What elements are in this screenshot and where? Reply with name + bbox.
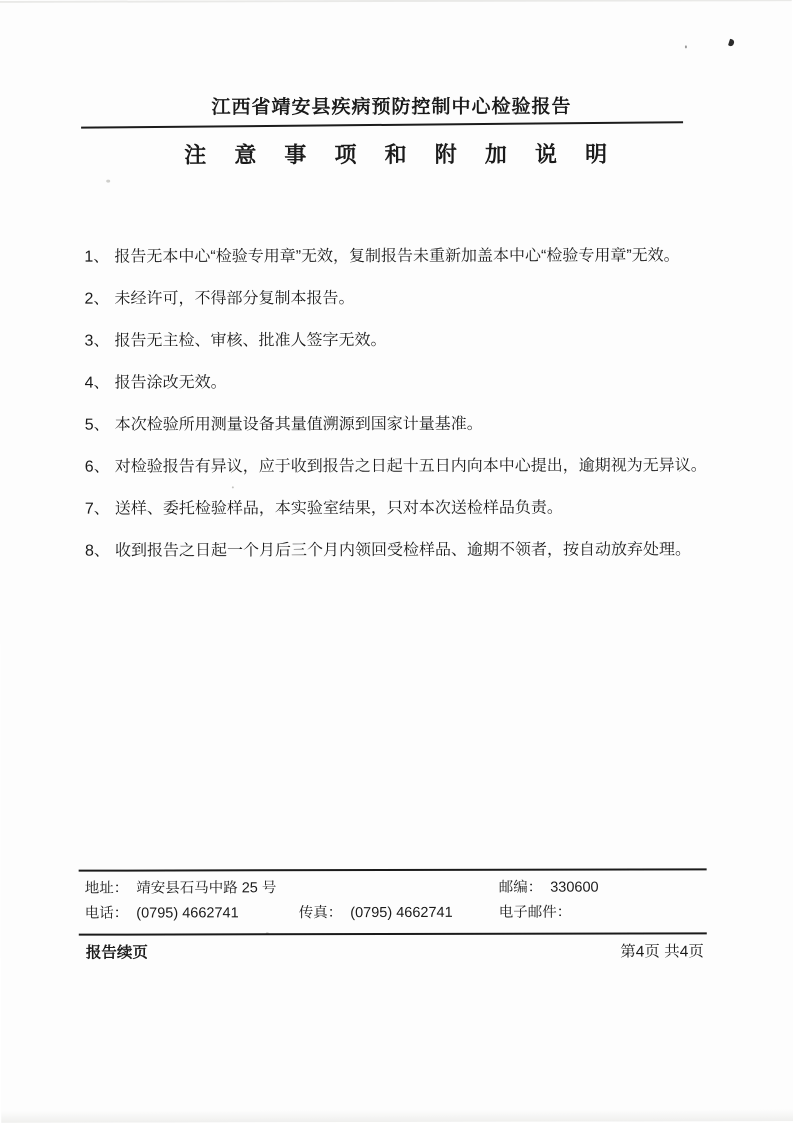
note-text: 本次检验所用测量设备其量值溯源到国家计量基准。 [115,404,483,447]
scan-speck [106,180,110,183]
page-number-indicator: 第4页 共4页 [620,939,704,961]
note-item [85,529,721,572]
address-cell [85,876,499,902]
fax-label: 传真： [299,905,343,921]
note-number: 6、 [85,447,115,489]
scan-edge-top [0,0,792,3]
note-item [84,235,720,278]
note-number: 7、 [85,489,115,531]
fax-value: (0795) 4662741 [350,905,452,921]
contact-info-table [79,868,707,935]
postcode-value: 330600 [550,880,598,896]
title-underline-rule [81,121,683,128]
section-title: 注 意 事 项 和 附 加 说 明 [0,137,792,170]
note-item [85,445,721,488]
note-item [85,487,721,530]
phone-value: (0795) 4662741 [136,905,238,921]
email-cell [499,900,707,925]
note-item [84,277,720,320]
note-item [84,319,720,362]
note-text: 报告无本中心“检验专用章”无效，复制报告未重新加盖本中心“检验专用章”无效。 [114,235,679,278]
address-label: 地址： [85,881,129,897]
note-text: 收到报告之日起一个月后三个月内领回受检样品、逾期不领者，按自动放弃处理。 [115,529,691,572]
report-continuation-label: 报告续页 [86,941,148,963]
contact-row-1 [85,875,707,901]
note-text: 报告无主检、审核、批准人签字无效。 [114,320,386,363]
note-text: 未经许可，不得部分复制本报告。 [114,278,354,321]
note-text: 送样、委托检验样品，本实验室结果，只对本次送检样品负责。 [115,488,563,531]
notes-list [84,235,721,572]
note-number: 2、 [84,279,114,321]
note-item [85,403,721,446]
postcode-cell [499,875,707,900]
note-number: 1、 [84,237,114,279]
note-number: 4、 [85,363,115,405]
note-text: 报告涂改无效。 [115,362,227,404]
note-item [85,361,721,404]
scan-edge-bottom [1,1109,793,1123]
note-number: 8、 [85,531,115,573]
org-title: 江西省靖安县疾病预防控制中心检验报告 [0,91,784,120]
contact-row-2 [85,900,707,926]
phone-cell [85,901,299,926]
email-label: 电子邮件： [499,905,572,921]
note-text: 对检验报告有异议，应于收到报告之日起十五日内向本中心提出，逾期视为无异议。 [115,445,707,488]
note-number: 5、 [85,405,115,447]
scan-speck [685,45,687,48]
address-value: 靖安县石马中路 25 号 [136,880,276,896]
scan-speck [728,39,735,47]
postcode-label: 邮编： [499,880,543,896]
note-number: 3、 [84,321,114,363]
page-footer [86,939,704,962]
fax-cell [299,901,499,926]
phone-label: 电话： [85,906,129,922]
